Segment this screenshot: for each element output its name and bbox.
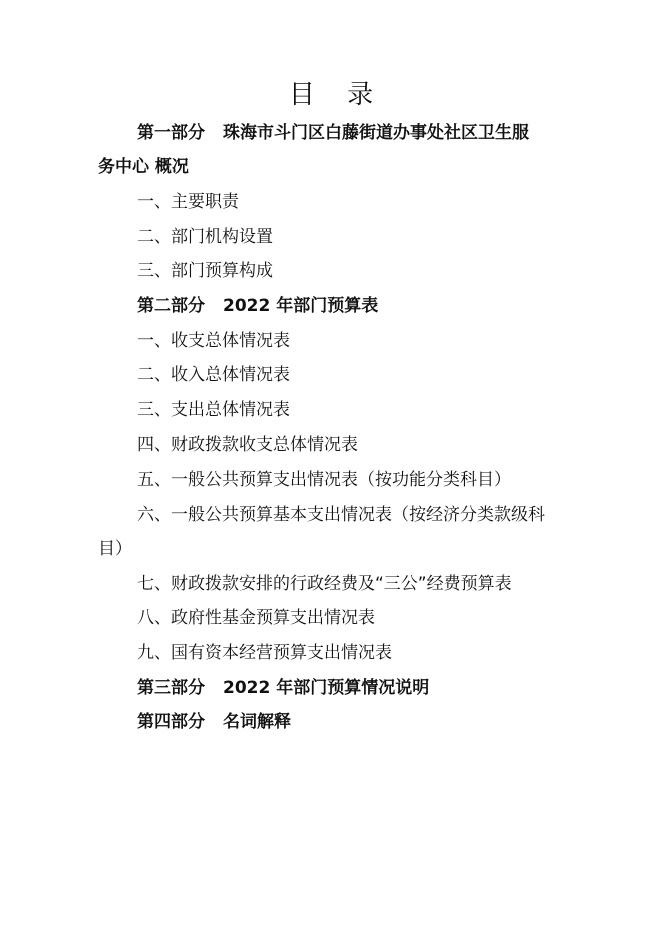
toc-part-one-heading <box>137 121 529 145</box>
part-three-title: 2022 年部门预算情况说明 <box>223 678 430 698</box>
toc-item-revenue-overview: 二、收入总体情况表 <box>137 365 290 385</box>
toc-item-general-budget-by-function: 五、一般公共预算支出情况表（按功能分类科目） <box>137 470 511 490</box>
part-four-label: 第四部分 <box>137 712 205 732</box>
toc-part-four-heading <box>137 710 291 734</box>
part-three-label: 第三部分 <box>137 678 205 698</box>
toc-item-basic-expense-continuation: 目） <box>98 539 132 559</box>
document-title: 目 录 <box>288 80 386 110</box>
toc-item-department-structure: 二、部门机构设置 <box>137 227 273 247</box>
toc-item-revenue-expense-overview: 一、收支总体情况表 <box>137 331 290 351</box>
toc-item-budget-composition: 三、部门预算构成 <box>137 261 273 281</box>
toc-part-three-heading <box>137 676 429 700</box>
toc-item-state-capital-expense: 九、国有资本经营预算支出情况表 <box>137 643 392 663</box>
toc-part-two-heading <box>137 294 378 318</box>
part-two-label: 第二部分 <box>137 296 205 316</box>
part-one-title-line-one: 珠海市斗门区白藤街道办事处社区卫生服 <box>223 123 529 143</box>
part-two-title: 2022 年部门预算表 <box>223 296 379 316</box>
toc-item-administrative-and-three-public-expenses: 七、财政拨款安排的行政经费及“三公”经费预算表 <box>137 574 512 594</box>
toc-item-basic-expense-by-economic-class: 六、一般公共预算基本支出情况表（按经济分类款级科 <box>137 505 545 525</box>
toc-item-main-duties: 一、主要职责 <box>137 192 239 212</box>
toc-item-government-fund-expense: 八、政府性基金预算支出情况表 <box>137 608 375 628</box>
toc-item-expense-overview: 三、支出总体情况表 <box>137 400 290 420</box>
part-one-label: 第一部分 <box>137 123 205 143</box>
part-four-title: 名词解释 <box>223 712 291 732</box>
toc-part-one-heading-continuation: 务中心 概况 <box>98 157 189 177</box>
toc-item-financial-appropriation-overview: 四、财政拨款收支总体情况表 <box>137 435 358 455</box>
